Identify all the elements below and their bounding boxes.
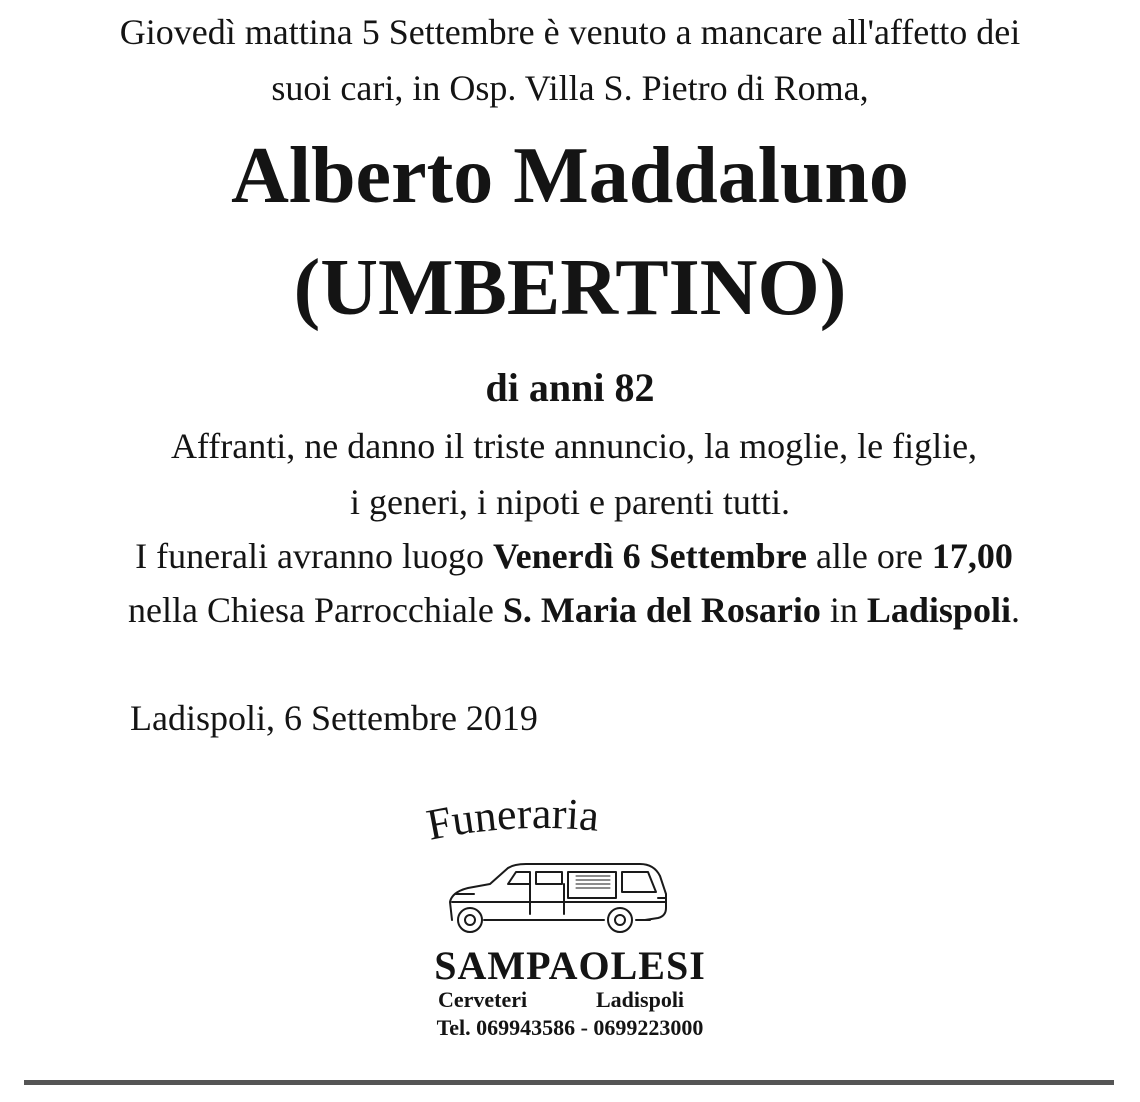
funeral-details-line-2 [4,588,1140,632]
funeral-text-2: alle ore [806,536,932,576]
logo-script-text: Funeraria [422,788,602,850]
funeral-details-line-1 [4,534,1140,578]
intro-line-2: suoi cari, in Osp. Villa S. Pietro di Roma, [271,68,869,108]
funeral-home-logo-graphic [390,780,750,950]
bottom-divider [24,1080,1114,1085]
funeral-home-name: SAMPAOLESI [434,943,706,988]
deceased-name: Alberto Maddaluno [231,132,909,220]
place-and-date: Ladispoli, 6 Settembre 2019 [130,698,538,738]
funeral-home-town: Ladispoli [596,987,685,1012]
funeral-home-phone: Tel. 069943586 - 0699223000 [436,1015,704,1040]
intro-line-1: Giovedì mattina 5 Settembre è venuto a mancare all'affetto dei [119,12,1021,52]
funeral-time: 17,00 [931,536,1013,576]
hearse-car-icon [450,864,666,932]
funeral-text-4: in [820,590,867,630]
announce-line-2: i generi, i nipoti e parenti tutti. [350,482,790,522]
funeral-text-1: I funerali avranno luogo [135,536,493,576]
deceased-age: di anni 82 [485,365,655,410]
funeral-church: S. Maria del Rosario [502,590,821,630]
funeral-text-5: . [1010,590,1020,630]
funeral-date: Venerdì 6 Settembre [492,536,807,576]
funeral-text-3: nella Chiesa Parrocchiale [128,590,503,630]
announce-line-1: Affranti, ne danno il triste annuncio, la moglie, le figlie, [170,426,978,466]
funeral-home-town: Cerveteri [438,987,528,1012]
funeral-town: Ladispoli [866,590,1011,630]
deceased-nickname: (UMBERTINO) [293,244,847,332]
funeral-home-logo [390,780,750,1050]
